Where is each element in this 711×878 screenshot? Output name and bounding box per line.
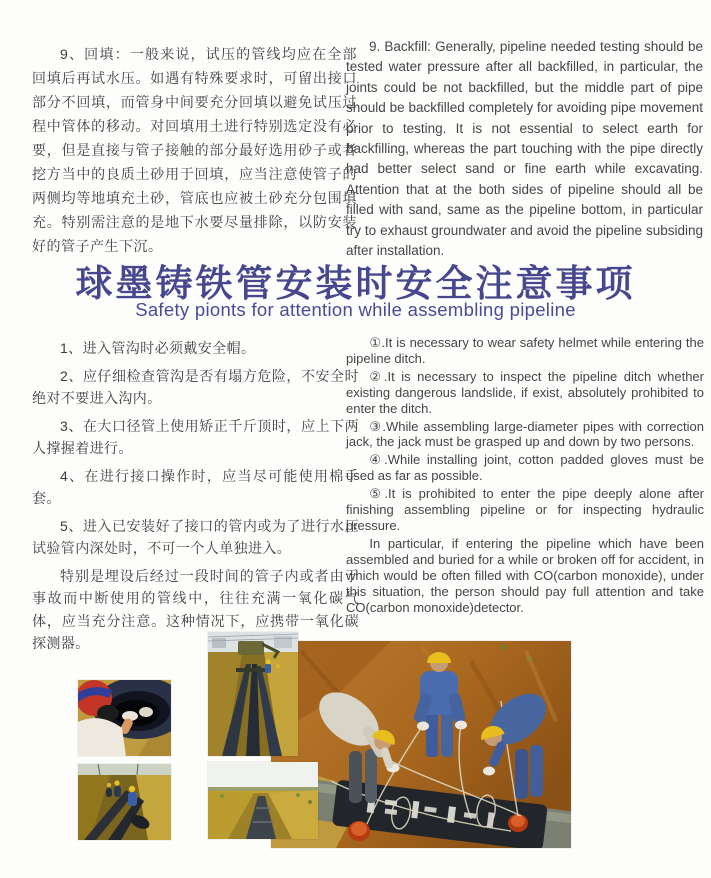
safety-cn-item-5: 5、进入已安装好了接口的管内或为了进行水压试验管内深处时，不可一个人单独进入。 bbox=[32, 517, 359, 556]
photo-trench-excavator bbox=[208, 632, 298, 756]
safety-cn-note: 特别是埋设后经过一段时间的管子内或者由于事故而中断使用的管线中，往往充满一氧化碳气体，应当充分注意。这种情况下，应携带一氧化碳探测器。 bbox=[32, 567, 359, 651]
safety-en-item-3: ③.While assembling large-diameter pipes with correction jack, the jack must be grasped up and down by two persons. bbox=[346, 418, 704, 450]
safety-en-item-4: ④.While installing joint, cotton padded gloves must be used as far as possible. bbox=[346, 452, 704, 484]
safety-cn-item-1: 1、进入管沟时必须戴安全帽。 bbox=[60, 340, 256, 356]
photo-trench-workers bbox=[78, 764, 171, 840]
safety-en-note: In particular, if entering the pipeline which have been assembled and buried for a while or broken off for accident, in which would be often filled with CO(carbon monoxide), under this situation, the person should pay full attention and take CO(carbon monoxide)detector. bbox=[346, 535, 704, 615]
backfill-paragraph-cn: 9、回填：一般来说，试压的管线均应在全部回填后再试水压。如遇有特殊要求时，可留出接口部分不回填，而管身中间要充分回填以避免试压过程中管体的移动。对回填用土进行特别选定没有必要，但是直接与管子接触的部分最好选用砂子或者挖方当中的良质土砂用于回填，应当注意使管子的两侧均等地填充土砂，管底也应被土砂充分包围填充。特别需注意的是地下水要尽量排除，以防安装好的管子产生下沉。 bbox=[32, 46, 357, 254]
section-title-en: Safety pionts for attention while assembling pipeline bbox=[135, 299, 576, 320]
backfill-paragraph-en: 9. Backfill: Generally, pipeline needed testing should be tested water pressure after all backfilled, in particular, the joints could be not backfilled, but the middle part of pipe should be backfilled completely for avoiding pipe movement prior to testing. It is not essential to select earth for backfilling, whereas the part touching with the pipe directly had better select sand or fine earth while excavating. Attention that at the both sides of pipeline should all be filled with sand, same as the pipeline bottom, in particular try to exhaust groundwater and avoid the pipeline subsiding after installation. bbox=[346, 39, 703, 259]
safety-en-item-1: ①.It is necessary to wear safety helmet while entering the pipeline ditch. bbox=[346, 335, 704, 366]
section-title-cn: 球墨铸铁管安装时安全注意事项 bbox=[75, 264, 636, 305]
safety-cn-item-4: 4、在进行接口操作时，应当尽可能使用棉手套。 bbox=[32, 467, 359, 506]
safety-en-item-5: ⑤.It is prohibited to enter the pipe deeply alone after finishing assembling pipeline or for inspecting hydraulic pressure. bbox=[346, 486, 704, 533]
photo-pipe-socket-closeup bbox=[78, 680, 171, 756]
safety-list-en bbox=[346, 335, 704, 617]
safety-en-item-2: ②.It is necessary to inspect the pipeline ditch whether existing dangerous landslide, if exist, absolutely prohibited to enter the ditch. bbox=[346, 368, 704, 416]
safety-cn-item-3: 3、在大口径管上使用矫正千斤顶时，应上下两人撑握着进行。 bbox=[32, 417, 359, 456]
safety-cn-item-2: 2、应仔细检查管沟是否有塌方危险，不安全时绝对不要进入沟内。 bbox=[32, 367, 359, 406]
photo-trench-single-pipe bbox=[208, 762, 318, 839]
safety-list-cn bbox=[32, 337, 359, 660]
